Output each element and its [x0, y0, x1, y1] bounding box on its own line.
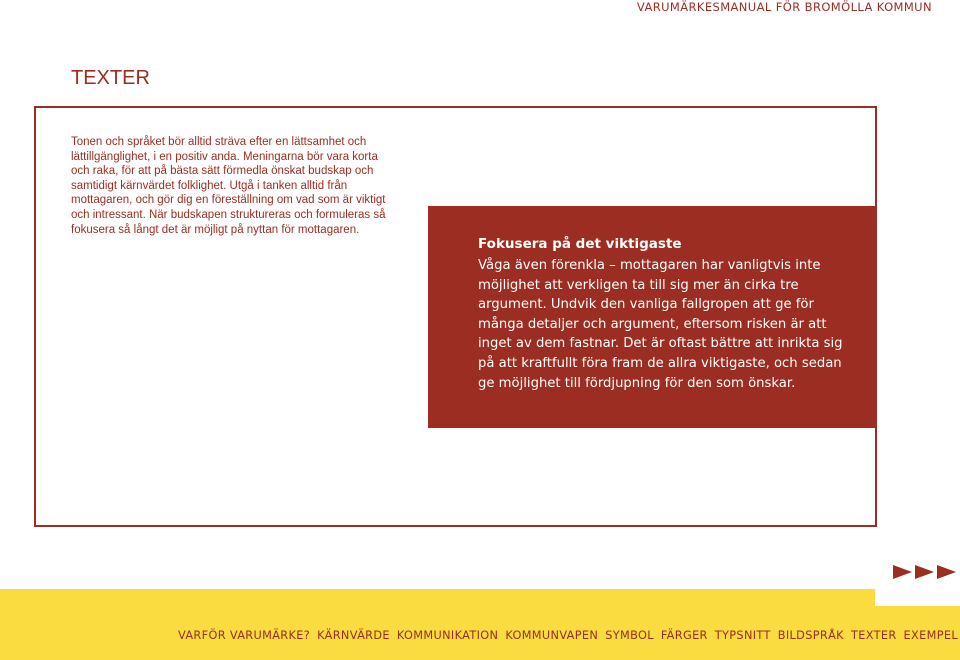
manual-title: VARUMÄRKESMANUAL FÖR BROMÖLLA KOMMUN — [636, 0, 932, 14]
nav-item-farger[interactable]: FÄRGER — [660, 629, 708, 642]
footer-band — [0, 589, 960, 660]
nav-item-texter[interactable]: TEXTER — [850, 629, 897, 642]
nav-item-bildsprak[interactable]: BILDSPRÅK — [777, 629, 844, 642]
nav-item-kommunikation[interactable]: KOMMUNIKATION — [396, 629, 499, 642]
highlight-body: Våga även förenkla – mottagaren har vanligtvis inte möjlighet att verkligen ta till sig mer än cirka tre argument. Undvik den vanliga fallgropen att ge för många detaljer och argument, eftersom risken är att inget av dem fastnar. Det är oftast bättre att inrikta sig på att kraftfullt föra fram de allra viktigaste, och sedan ge möjlighet till fördjupning för den som önskar. — [478, 258, 843, 391]
nav-item-varfor-varumarke[interactable]: VARFÖR VARUMÄRKE? — [178, 629, 311, 642]
nav-item-kommunvapen[interactable]: KOMMUNVAPEN — [505, 629, 599, 642]
nav-item-karnvarde[interactable]: KÄRNVÄRDE — [317, 629, 390, 642]
intro-paragraph: Tonen och språket bör alltid sträva efter en lättsamhet och lättillgänglighet, i en positiv anda. Meningarna bör vara korta och raka, för att på bästa sätt förmedla önskat budskap och samtidigt kärnvärdet folklighet. Utgå i tanken alltid från mottagaren, och gör dig en föreställning om vad som är viktigt och intressant. När budskapen struktureras och formuleras så fokusera så långt det är möjligt på nyttan för mottagaren. — [71, 136, 386, 236]
next-page-button[interactable] — [893, 564, 957, 584]
footer-notch — [875, 589, 960, 606]
highlight-box — [428, 206, 877, 428]
page-title: TEXTER — [71, 67, 150, 89]
footer-nav — [178, 629, 958, 642]
triple-arrow-right-icon — [893, 564, 957, 580]
nav-item-exempel[interactable]: EXEMPEL — [903, 629, 958, 642]
nav-item-typsnitt[interactable]: TYPSNITT — [714, 629, 771, 642]
highlight-heading: Fokusera på det viktigaste — [478, 236, 682, 252]
nav-item-symbol[interactable]: SYMBOL — [605, 629, 654, 642]
